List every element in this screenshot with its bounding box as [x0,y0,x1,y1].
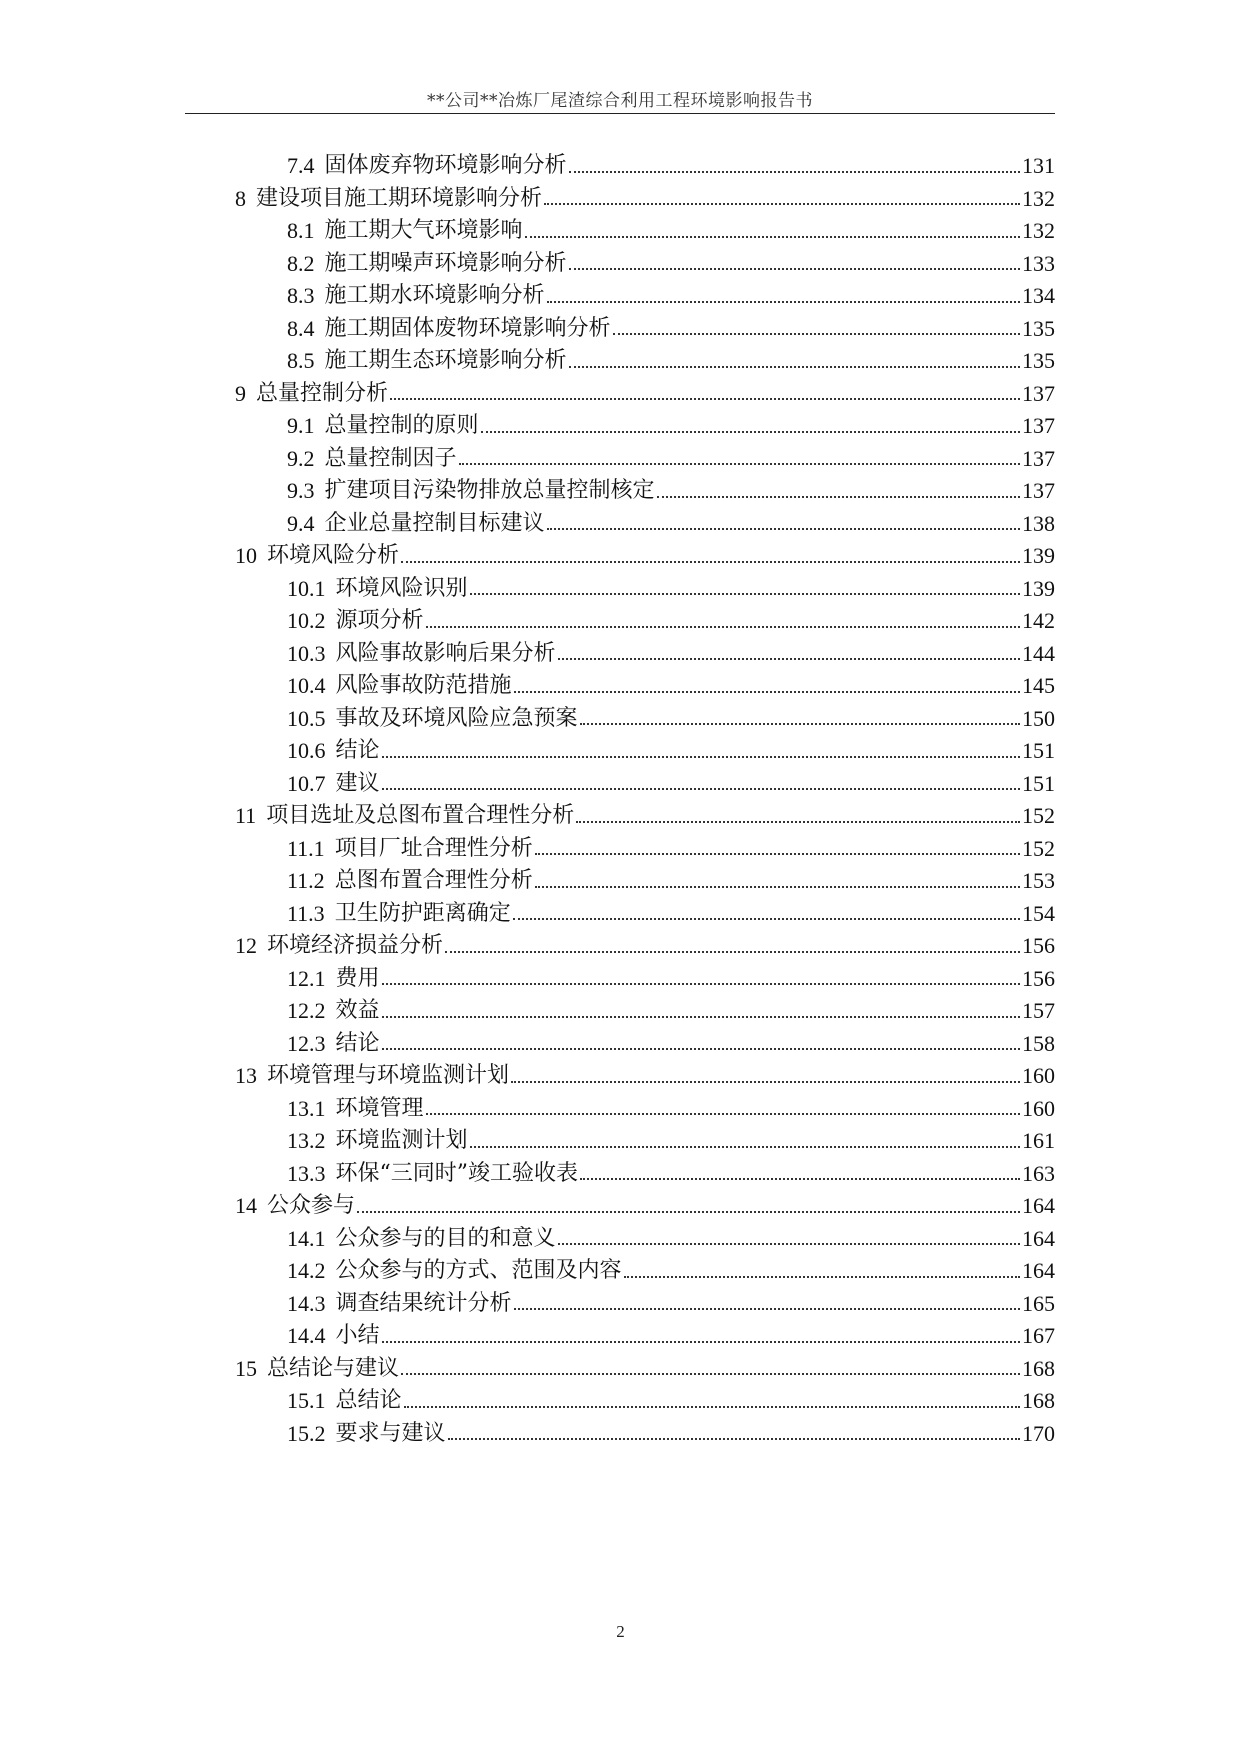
toc-entry-number: 11 [235,803,257,828]
toc-section-entry[interactable] [235,475,1055,508]
toc-entry-title: 总图布置合理性分析 [334,868,533,893]
toc-dot-leader [470,1145,1020,1148]
toc-entry-number: 12.3 [287,1030,326,1056]
toc-dot-leader [390,397,1020,400]
toc-chapter-entry[interactable] [235,1060,1055,1093]
toc-entry-number: 10.4 [287,673,326,698]
toc-entry-title: 施工期噪声环境影响分析 [324,250,567,276]
toc-dot-leader [525,235,1020,238]
toc-dot-leader [569,267,1020,270]
toc-dot-leader [547,527,1020,530]
toc-entry-title: 事故及环境风险应急预案 [335,705,578,731]
toc-entry-number: 10.2 [287,608,326,633]
toc-section-entry[interactable] [235,345,1055,378]
toc-entry-title: 施工期固体废物环境影响分析 [324,315,611,341]
toc-entry-number: 14.4 [287,1323,326,1348]
toc-entry-number: 10 [235,543,257,568]
toc-entry-title: 环保“三同时”竣工验收表 [335,1160,578,1186]
toc-entry-page: 138 [1022,510,1055,536]
toc-entry-page: 156 [1022,965,1055,991]
toc-entry-number: 14.2 [287,1258,326,1283]
toc-dot-leader [576,820,1020,823]
toc-entry-number: 9.4 [287,510,315,536]
toc-section-entry[interactable] [235,1093,1055,1126]
toc-section-entry[interactable] [235,898,1055,931]
toc-entry-title: 环境风险分析 [267,543,400,568]
toc-entry-title: 总量控制分析 [256,380,389,406]
toc-entry-title: 施工期水环境影响分析 [324,283,545,308]
toc-section-entry[interactable] [235,150,1055,183]
toc-section-entry[interactable] [235,995,1055,1028]
toc-entry-number: 12.2 [287,998,326,1023]
toc-entry-title: 调查结果统计分析 [335,1290,512,1316]
toc-entry-page: 137 [1022,445,1055,471]
toc-entry-number: 10.3 [287,640,326,666]
toc-dot-leader [382,1015,1020,1018]
running-header: **公司**冶炼厂尾渣综合利用工程环境影响报告书 [427,91,813,111]
toc-entry-title: 项目厂址合理性分析 [334,835,533,861]
toc-dot-leader [404,1405,1020,1408]
toc-section-entry[interactable] [235,1223,1055,1256]
toc-entry-title: 效益 [335,998,380,1023]
toc-entry-title: 小结 [335,1323,380,1348]
toc-dot-leader [569,365,1020,368]
toc-chapter-entry[interactable] [235,1190,1055,1223]
toc-entry-number: 14.1 [287,1225,326,1251]
toc-dot-leader [513,917,1020,920]
toc-section-entry[interactable] [235,735,1055,768]
toc-entry-number: 13.3 [287,1160,326,1186]
toc-entry-title: 结论 [335,1030,380,1056]
toc-section-entry[interactable] [235,410,1055,443]
toc-entry-page: 154 [1022,900,1055,926]
toc-entry-title: 环境管理 [335,1095,424,1121]
toc-dot-leader [569,170,1020,173]
toc-entry-title: 环境风险识别 [335,575,468,601]
toc-entry-title: 公众参与的方式、范围及内容 [335,1258,622,1283]
toc-dot-leader [448,1437,1020,1440]
toc-entry-title: 固体废弃物环境影响分析 [324,153,567,178]
toc-entry-title: 扩建项目污染物排放总量控制核定 [324,478,655,503]
toc-entry-title: 施工期大气环境影响 [324,218,523,243]
toc-dot-leader [459,462,1020,465]
toc-section-entry[interactable] [235,638,1055,671]
toc-entry-page: 135 [1022,348,1055,373]
toc-entry-page: 131 [1022,153,1055,178]
toc-section-entry[interactable] [235,1385,1055,1418]
toc-chapter-entry[interactable] [235,183,1055,216]
toc-section-entry[interactable] [235,1418,1055,1451]
toc-entry-page: 160 [1022,1063,1055,1088]
toc-dot-leader [624,1275,1020,1278]
toc-entry-page: 144 [1022,640,1055,666]
toc-entry-title: 风险事故影响后果分析 [335,640,556,666]
toc-entry-number: 12.1 [287,965,326,991]
toc-dot-leader [382,982,1020,985]
toc-entry-number: 10.7 [287,770,326,796]
toc-section-entry[interactable] [235,963,1055,996]
toc-entry-number: 8.5 [287,348,315,373]
toc-dot-leader [535,885,1020,888]
toc-entry-number: 8.2 [287,250,315,276]
toc-dot-leader [357,1210,1020,1213]
toc-entry-page: 137 [1022,380,1055,406]
toc-entry-title: 风险事故防范措施 [335,673,512,698]
toc-entry-title: 项目选址及总图布置合理性分析 [266,803,575,828]
toc-entry-number: 9.2 [287,445,315,471]
toc-dot-leader [426,1112,1020,1115]
toc-entry-title: 建议 [335,770,380,796]
toc-dot-leader [382,787,1020,790]
toc-entry-number: 9 [235,380,246,406]
toc-entry-page: 168 [1022,1388,1055,1413]
toc-entry-number: 13.1 [287,1095,326,1121]
toc-dot-leader [558,657,1020,660]
toc-entry-page: 157 [1022,998,1055,1023]
toc-entry-page: 145 [1022,673,1055,698]
toc-dot-leader [445,950,1020,953]
toc-entry-title: 总结论与建议 [267,1355,400,1381]
toc-dot-leader [558,1242,1020,1245]
toc-entry-page: 168 [1022,1355,1055,1381]
toc-entry-page: 163 [1022,1160,1055,1186]
toc-section-entry[interactable] [235,768,1055,801]
toc-entry-number: 10.1 [287,575,326,601]
toc-entry-page: 142 [1022,608,1055,633]
toc-section-entry[interactable] [235,670,1055,703]
toc-entry-number: 15 [235,1355,257,1381]
toc-section-entry[interactable] [235,248,1055,281]
toc-entry-page: 139 [1022,543,1055,568]
toc-entry-title: 企业总量控制目标建议 [324,510,545,536]
toc-section-entry[interactable] [235,1288,1055,1321]
toc-chapter-entry[interactable] [235,540,1055,573]
toc-dot-leader [657,495,1020,498]
toc-chapter-entry[interactable] [235,930,1055,963]
toc-dot-leader [580,722,1020,725]
toc-entry-page: 134 [1022,283,1055,308]
toc-entry-page: 151 [1022,770,1055,796]
toc-entry-title: 环境管理与环境监测计划 [267,1063,510,1088]
toc-section-entry[interactable] [235,313,1055,346]
toc-entry-page: 160 [1022,1095,1055,1121]
toc-section-entry[interactable] [235,1028,1055,1061]
toc-dot-leader [580,1177,1020,1180]
toc-entry-number: 8.3 [287,283,315,308]
toc-entry-number: 11.1 [287,835,325,861]
toc-entry-page: 132 [1022,185,1055,211]
toc-entry-title: 建设项目施工期环境影响分析 [256,185,543,211]
toc-dot-leader [544,202,1020,205]
toc-section-entry[interactable] [235,1125,1055,1158]
toc-section-entry[interactable] [235,443,1055,476]
toc-entry-number: 7.4 [287,153,315,178]
toc-entry-number: 8.4 [287,315,315,341]
toc-entry-number: 9.3 [287,478,315,503]
toc-entry-page: 135 [1022,315,1055,341]
toc-entry-number: 15.2 [287,1420,326,1446]
toc-entry-page: 150 [1022,705,1055,731]
header-divider [185,113,1055,114]
toc-entry-page: 164 [1022,1258,1055,1283]
toc-entry-number: 13.2 [287,1128,326,1153]
toc-chapter-entry[interactable] [235,1353,1055,1386]
toc-dot-leader [401,560,1020,563]
toc-entry-title: 费用 [335,965,380,991]
page-number: 2 [616,1622,625,1641]
toc-entry-number: 12 [235,933,257,958]
toc-entry-page: 137 [1022,413,1055,438]
toc-entry-page: 156 [1022,933,1055,958]
toc-section-entry[interactable] [235,865,1055,898]
toc-entry-page: 158 [1022,1030,1055,1056]
table-of-contents [235,150,1055,1450]
toc-dot-leader [514,690,1020,693]
toc-section-entry[interactable] [235,215,1055,248]
toc-chapter-entry[interactable] [235,800,1055,833]
toc-entry-page: 139 [1022,575,1055,601]
toc-dot-leader [382,755,1020,758]
toc-entry-page: 164 [1022,1193,1055,1218]
toc-entry-number: 10.5 [287,705,326,731]
toc-dot-leader [401,1372,1020,1375]
toc-section-entry[interactable] [235,1255,1055,1288]
toc-section-entry[interactable] [235,1320,1055,1353]
toc-section-entry[interactable] [235,508,1055,541]
toc-entry-page: 133 [1022,250,1055,276]
toc-entry-page: 137 [1022,478,1055,503]
toc-entry-page: 152 [1022,835,1055,861]
toc-entry-page: 170 [1022,1420,1055,1446]
toc-dot-leader [547,300,1020,303]
toc-entry-number: 10.6 [287,738,326,763]
toc-entry-title: 施工期生态环境影响分析 [324,348,567,373]
toc-entry-page: 164 [1022,1225,1055,1251]
toc-dot-leader [514,1307,1020,1310]
toc-entry-title: 源项分析 [335,608,424,633]
toc-entry-page: 167 [1022,1323,1055,1348]
toc-dot-leader [382,1340,1020,1343]
toc-entry-page: 153 [1022,868,1055,893]
toc-chapter-entry[interactable] [235,378,1055,411]
toc-dot-leader [535,852,1020,855]
toc-entry-page: 152 [1022,803,1055,828]
toc-entry-title: 卫生防护距离确定 [334,900,511,926]
toc-entry-number: 14.3 [287,1290,326,1316]
toc-entry-page: 132 [1022,218,1055,243]
toc-entry-title: 总量控制因子 [324,445,457,471]
toc-entry-page: 151 [1022,738,1055,763]
toc-section-entry[interactable] [235,605,1055,638]
toc-entry-title: 环境监测计划 [335,1128,468,1153]
toc-entry-page: 165 [1022,1290,1055,1316]
toc-dot-leader [426,625,1020,628]
toc-entry-page: 161 [1022,1128,1055,1153]
toc-entry-title: 总结论 [335,1388,402,1413]
toc-section-entry[interactable] [235,703,1055,736]
toc-dot-leader [470,592,1020,595]
toc-entry-title: 总量控制的原则 [324,413,479,438]
toc-entry-title: 要求与建议 [335,1420,446,1446]
toc-dot-leader [382,1047,1020,1050]
toc-entry-number: 11.2 [287,868,325,893]
toc-entry-number: 15.1 [287,1388,326,1413]
toc-entry-title: 环境经济损益分析 [267,933,444,958]
toc-dot-leader [511,1080,1020,1083]
toc-entry-number: 11.3 [287,900,325,926]
toc-entry-number: 14 [235,1193,257,1218]
toc-entry-number: 9.1 [287,413,315,438]
toc-section-entry[interactable] [235,280,1055,313]
toc-entry-title: 公众参与 [267,1193,356,1218]
toc-entry-title: 结论 [335,738,380,763]
toc-entry-number: 8.1 [287,218,315,243]
toc-entry-number: 8 [235,185,246,211]
toc-section-entry[interactable] [235,833,1055,866]
toc-dot-leader [481,430,1020,433]
toc-section-entry[interactable] [235,1158,1055,1191]
toc-entry-title: 公众参与的目的和意义 [335,1225,556,1251]
toc-section-entry[interactable] [235,573,1055,606]
toc-dot-leader [613,332,1020,335]
toc-entry-number: 13 [235,1063,257,1088]
